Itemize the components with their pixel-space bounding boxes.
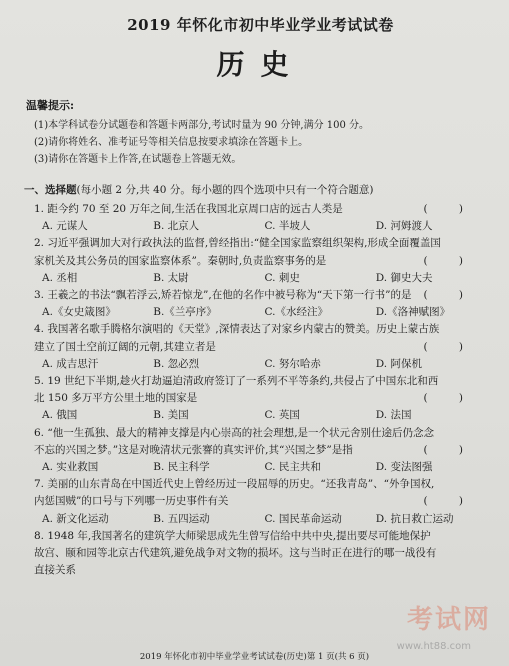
question-2 <box>34 235 487 269</box>
option-b: B. 五四运动 <box>153 512 210 525</box>
notice-heading: 温馨提示: <box>26 99 75 112</box>
option-d: D. 阿保机 <box>375 357 422 370</box>
option-c: C. 半坡人 <box>264 220 311 233</box>
question-1 <box>34 201 487 218</box>
option-d: D.《洛神赋图》 <box>375 306 451 319</box>
option-d: D. 河姆渡人 <box>375 220 433 233</box>
question-stem: 1. 距今约 70 至 20 万年之间,生活在我国北京周口店的远古人类是 <box>34 203 343 215</box>
option-c: C. 国民革命运动 <box>264 512 342 525</box>
answer-paren: ( ) <box>423 340 477 353</box>
watermark-logo: 考试网 <box>406 605 491 635</box>
options-row <box>34 459 487 476</box>
answer-paren: ( ) <box>423 254 477 267</box>
option-a: A. 元谋人 <box>42 220 88 233</box>
option-d: D. 御史大夫 <box>375 271 433 284</box>
question-5 <box>34 373 487 407</box>
section-desc: (每小题 2 分,共 40 分。每小题的四个选项中只有一个符合题意) <box>76 184 374 196</box>
exam-title: 2019 年怀化市初中毕业学业考试试卷 <box>127 16 394 34</box>
notice-item: (1)本学科试卷分试题卷和答题卡两部分,考试时量为 90 分钟,满分 100 分。 <box>34 120 370 131</box>
option-a: A. 成吉思汗 <box>42 357 99 370</box>
question-stem: 6. “他一生孤独、最大的精神支撑是内心崇高的社会理想,是一个状元舍别仕途后仍念念不忘的兴国之梦。”这是对晚清状元张謇的真实评价,其“兴国之梦”是指 <box>34 426 435 456</box>
option-b: B. 北京人 <box>153 220 200 233</box>
option-a: A. 新文化运动 <box>42 512 109 525</box>
question-stem: 3. 王羲之的书法“飘若浮云,矫若惊龙”,在他的名作中被号称为“天下第一行书”的是 <box>34 289 412 302</box>
option-b: B. 太尉 <box>153 271 189 284</box>
question-4 <box>34 321 487 355</box>
option-d: D. 法国 <box>375 409 412 422</box>
options-row <box>34 218 487 235</box>
answer-paren: ( ) <box>423 392 477 405</box>
question-stem: 8. 1948 年,我国著名的建筑学大师梁思成先生曾写信给中共中央,提出要尽可能地保护故宫、颐和园等北京古代建筑,避免战争对文物的损坏。这与当时正在进行的哪一战役有直接关系 <box>34 529 437 577</box>
section-label: 一、选择题 <box>24 184 77 196</box>
option-c: C. 英国 <box>264 409 300 422</box>
answer-paren: ( ) <box>423 443 477 456</box>
option-c: C. 刺史 <box>264 271 300 284</box>
option-a: A. 俄国 <box>42 409 78 422</box>
answer-paren: ( ) <box>423 203 477 215</box>
options-row <box>34 511 487 528</box>
question-6 <box>34 425 487 459</box>
option-b: B. 民主科学 <box>153 461 210 474</box>
question-stem: 2. 习近平强调加大对行政执法的监督,曾经指出:“健全国家监察组织架构,形成全面覆盖国家机关及其公务员的国家监察体系”。秦朝时,负责监察事务的是 <box>34 237 441 267</box>
options-row <box>34 356 487 373</box>
section-heading <box>24 182 487 198</box>
options-row <box>34 407 487 424</box>
notice-item: (2)请你将姓名、准考证号等相关信息按要求填涂在答题卡上。 <box>34 137 309 148</box>
question-3 <box>34 287 487 304</box>
answer-paren: ( ) <box>423 495 477 508</box>
option-a: A. 丞相 <box>42 271 78 284</box>
question-stem: 4. 我国著名歌手腾格尔演唱的《天堂》,深情表达了对家乡内蒙古的赞美。历史上蒙古族建立了国土空前辽阔的元朝,其建立者是 <box>34 323 440 353</box>
question-8 <box>34 528 487 580</box>
option-c: C. 努尔哈赤 <box>264 357 321 370</box>
option-a: A. 实业救国 <box>42 461 99 474</box>
watermark-url: www.ht88.com <box>396 641 471 652</box>
option-c: C. 民主共和 <box>264 461 321 474</box>
option-b: B. 忽必烈 <box>153 357 200 370</box>
option-d: D. 变法图强 <box>375 461 433 474</box>
option-b: B. 美国 <box>153 409 189 422</box>
notice-item: (3)请你在答题卡上作答,在试题卷上答题无效。 <box>34 154 242 165</box>
answer-paren: ( ) <box>423 289 477 302</box>
question-stem: 7. 美丽的山东青岛在中国近代史上曾经历过一段屈辱的历史。“还我青岛”、“外争国权,内惩国贼”的口号与下列哪一历史事件有关 <box>34 478 435 508</box>
question-stem: 5. 19 世纪下半期,趁火打劫逼迫清政府签订了一系列不平等条约,共侵占了中国东北和西北 150 多万平方公里土地的国家是 <box>34 375 439 405</box>
question-7 <box>34 476 487 510</box>
option-a: A.《女史箴图》 <box>42 306 116 319</box>
options-row <box>34 304 487 321</box>
option-d: D. 抗日救亡运动 <box>375 512 454 525</box>
subject-title: 历史 <box>216 48 305 81</box>
option-b: B.《兰亭序》 <box>153 306 217 319</box>
option-c: C.《水经注》 <box>264 306 328 319</box>
options-row <box>34 270 487 287</box>
page-footer: 2019 年怀化市初中毕业学业考试试卷(历史)第 1 页(共 6 页) <box>139 652 370 662</box>
